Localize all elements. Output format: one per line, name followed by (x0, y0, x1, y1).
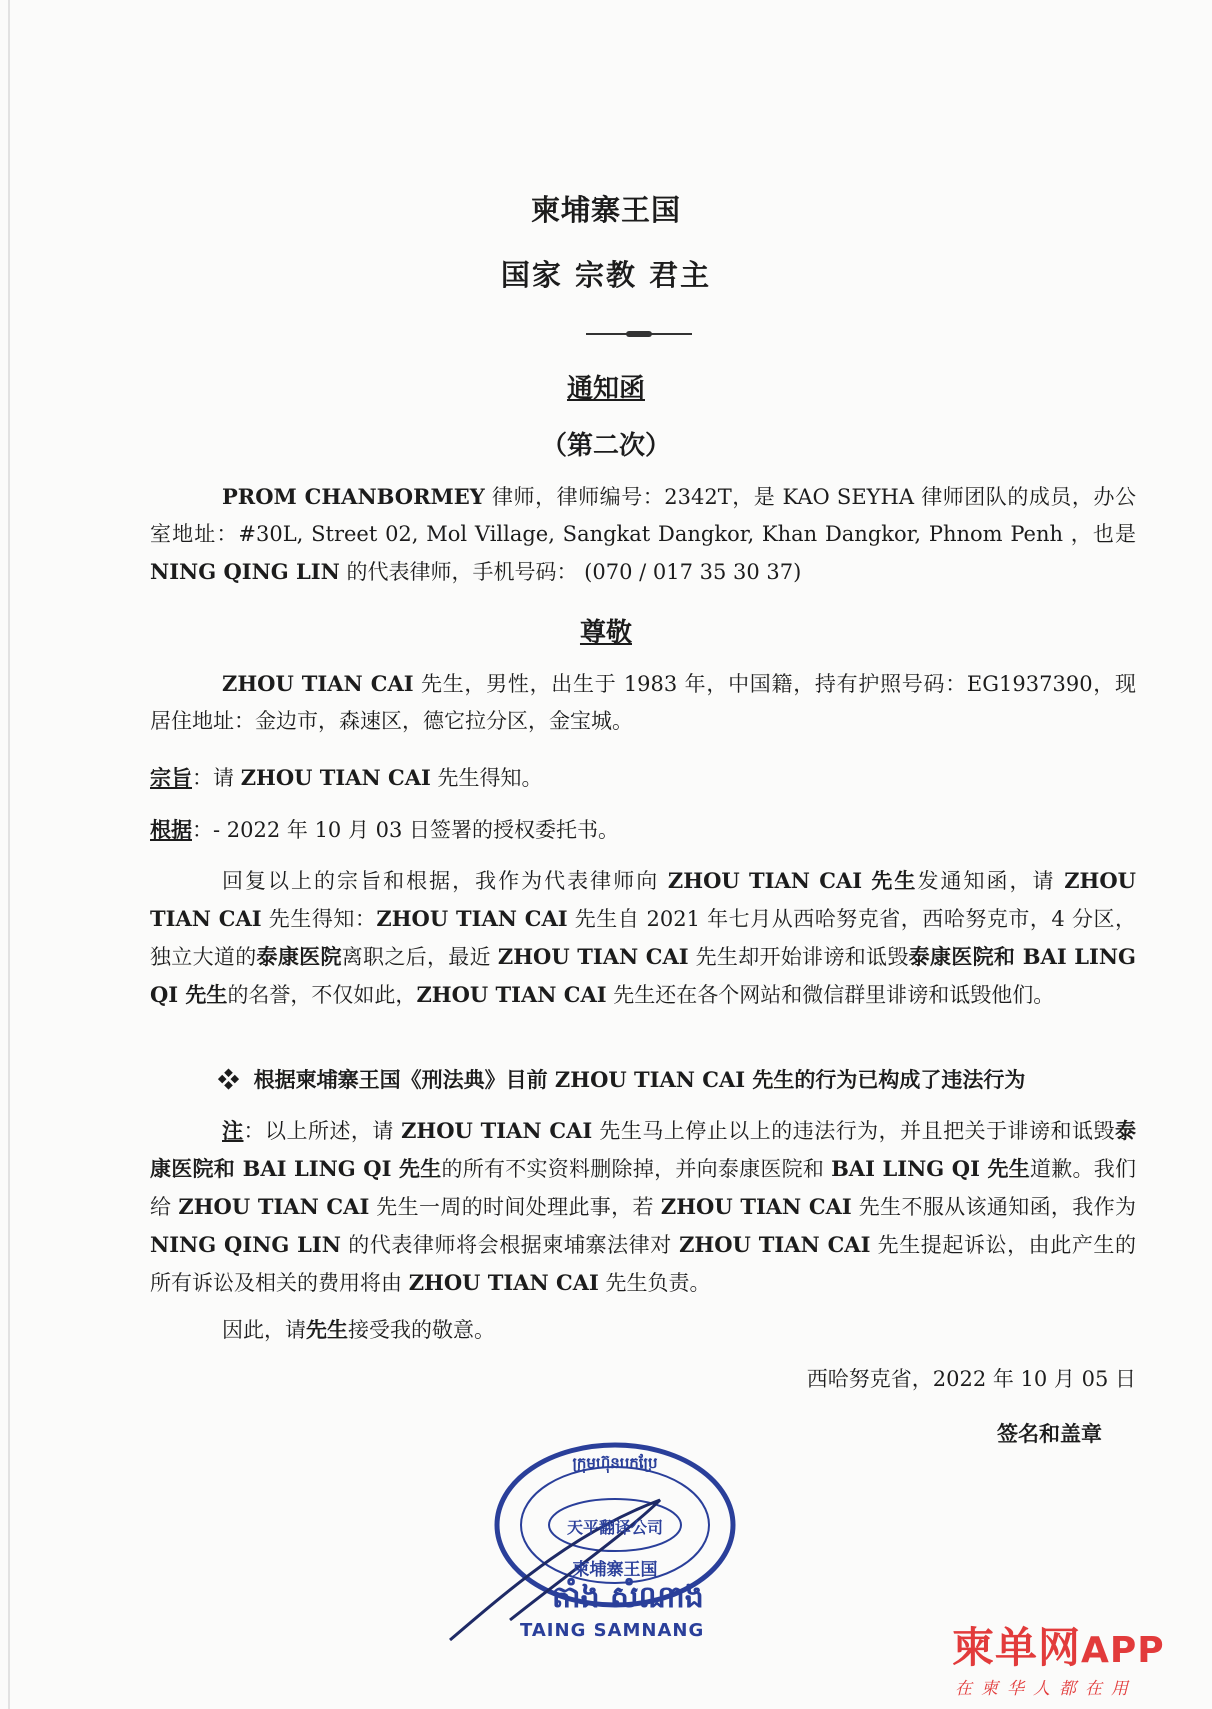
signature-label: 签名和盖章 (997, 1421, 1102, 1446)
recipient-name: ZHOU TIAN CAI (222, 671, 414, 696)
stamp-company-cn: 天平翻译公司 (566, 1518, 664, 1537)
stamp-khmer-name: តាំង សំណាង (552, 1580, 704, 1615)
lawyer-name: PROM CHANBORMEY (222, 484, 485, 509)
stamp-latin-name: TAING SAMNANG (520, 1620, 705, 1641)
basis-line: 根据：- 2022 年 10 月 03 日签署的授权委托书。 (150, 817, 620, 842)
date-line: 西哈努克省，2022 年 10 月 05 日 (806, 1367, 1136, 1391)
body-paragraph: 回复以上的宗旨和根据，我作为代表律师向 ZHOU TIAN CAI 先生发通知函，请 ZHOU TIAN CAI 先生得知：ZHOU TIAN CAI 先生自 2021 年七月从西哈努克省，西哈努克市，4 分区，独立大道的泰康医院离职之后，最近 ZHOU TIAN CAI 先生却开始诽谤和诋毁泰康医院和 BAI LING QI 先生的名誉，不仅如此，ZHOU TIAN CAI 先生还在各个网站和微信群里诽谤和诋毁他们。 (150, 868, 1136, 1007)
intro-paragraph: PROM CHANBORMEY 律师，律师编号：2342T，是 KAO SEYHA 律师团队的成员，办公室地址：#30L, Street 02, Mol Village, Sangkat Dangkor, Khan Dangkor, Phnom Penh ，也是 NING QING LIN 的代表律师，手机号码： (070 / 017 35 30 37) (150, 484, 1136, 584)
diamond-bullet-icon: ❖ (218, 1067, 239, 1092)
purpose-line: 宗旨：请 ZHOU TIAN CAI 先生得知。 (150, 765, 543, 790)
kingdom-heading: 柬埔寨王国 (530, 193, 681, 227)
notice-subtitle: （第二次） (540, 431, 671, 461)
bullet-statement: ❖ 根据柬埔寨王国《刑法典》目前 ZHOU TIAN CAI 先生的行为已构成了违法行为 (218, 1067, 1026, 1092)
recipient-paragraph: ZHOU TIAN CAI 先生，男性，出生于 1983 年，中国籍，持有护照号码：EG1937390，现居住地址：金边市，森速区，德它拉分区，金宝城。 (150, 671, 1136, 733)
client-name: NING QING LIN (150, 559, 340, 584)
ornament-divider (586, 333, 692, 335)
watermark-slogan: 在柬华人都在用 (955, 1679, 1137, 1699)
motto-heading: 国家 宗教 君主 (500, 258, 712, 292)
respect-heading: 尊敬 (579, 618, 632, 648)
stamp-top-text: ក្រុមហ៊ុនបកប្រែ (572, 1454, 658, 1472)
watermark-logo: 柬单网APP (952, 1623, 1165, 1672)
note-paragraph: 注：以上所述，请 ZHOU TIAN CAI 先生马上停止以上的违法行为，并且把关于诽谤和诋毁泰康医院和 BAI LING QI 先生的所有不实资料删除掉，并向泰康医院和 BAI LING QI 先生道歉。我们给 ZHOU TIAN CAI 先生一周的时间处理此事，若 ZHOU TIAN CAI 先生不服从该通知函，我作为 NING QING LIN 的代表律师将会根据柬埔寨法律对 ZHOU TIAN CAI 先生提起诉讼，由此产生的所有诉讼及相关的费用将由 ZHOU TIAN CAI 先生负责。 (150, 1118, 1137, 1295)
closing-paragraph: 因此，请先生接受我的敬意。 (222, 1317, 495, 1342)
notice-title: 通知函 (566, 374, 645, 404)
stamp-country-cn: 柬埔寨王国 (572, 1560, 658, 1580)
